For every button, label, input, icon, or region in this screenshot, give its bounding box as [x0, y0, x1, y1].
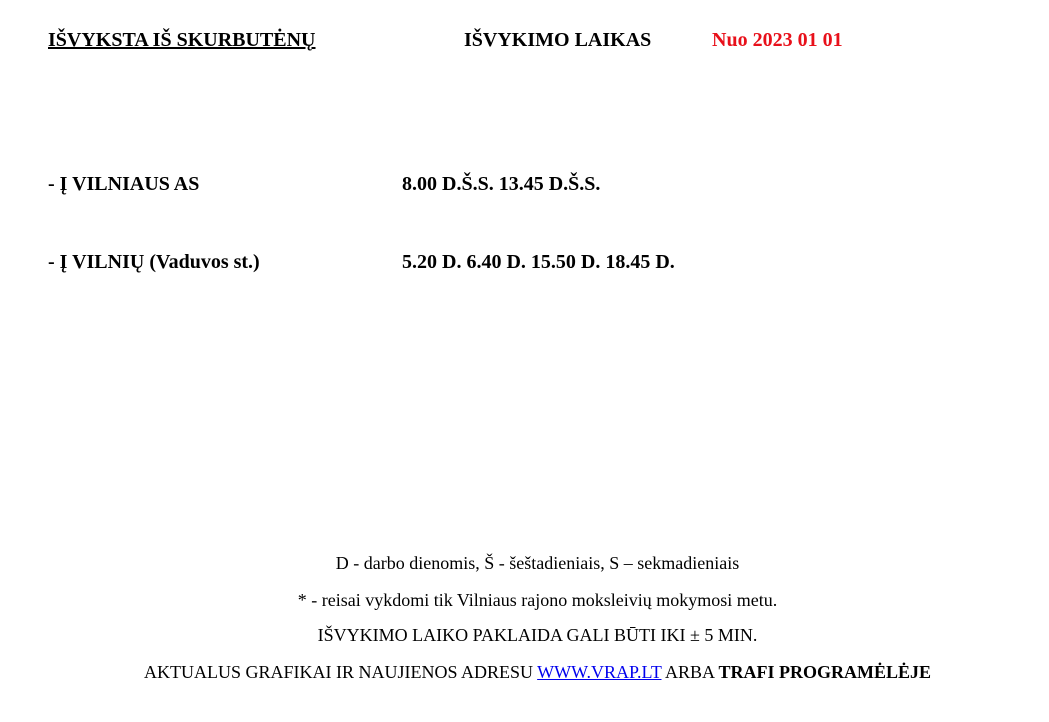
info-middle: ARBA: [661, 662, 719, 682]
valid-from-date: Nuo 2023 01 01: [712, 29, 843, 51]
route-destination-vilnius-as: - Į VILNIAUS AS: [48, 173, 200, 195]
tolerance-note: IŠVYKIMO LAIKO PAKLAIDA GALI BŪTI IKI ± 5 MIN.: [317, 625, 758, 645]
vrap-website-link[interactable]: WWW.VRAP.LT: [537, 662, 662, 682]
info-line: [0, 662, 1049, 683]
departure-time-heading: IŠVYKIMO LAIKAS: [464, 29, 652, 51]
students-note: * - reisai vykdomi tik Vilniaus rajono moksleivių mokymosi metu.: [297, 590, 778, 610]
info-prefix: AKTUALUS GRAFIKAI IR NAUJIENOS ADRESU: [143, 662, 538, 682]
route-destination-vilnius-vaduvos: - Į VILNIŲ (Vaduvos st.): [48, 251, 260, 273]
departure-stop-title: IŠVYKSTA IŠ SKURBUTĖNŲ: [48, 29, 316, 51]
legend-note: D - darbo dienomis, Š - šeštadieniais, S – sekmadieniais: [335, 553, 740, 573]
route-times-vilnius-as: 8.00 D.Š.S. 13.45 D.Š.S.: [402, 173, 601, 195]
route-times-vilnius-vaduvos: 5.20 D. 6.40 D. 15.50 D. 18.45 D.: [402, 251, 675, 273]
trafi-app-mention: TRAFI PROGRAMĖLĖJE: [718, 662, 932, 682]
